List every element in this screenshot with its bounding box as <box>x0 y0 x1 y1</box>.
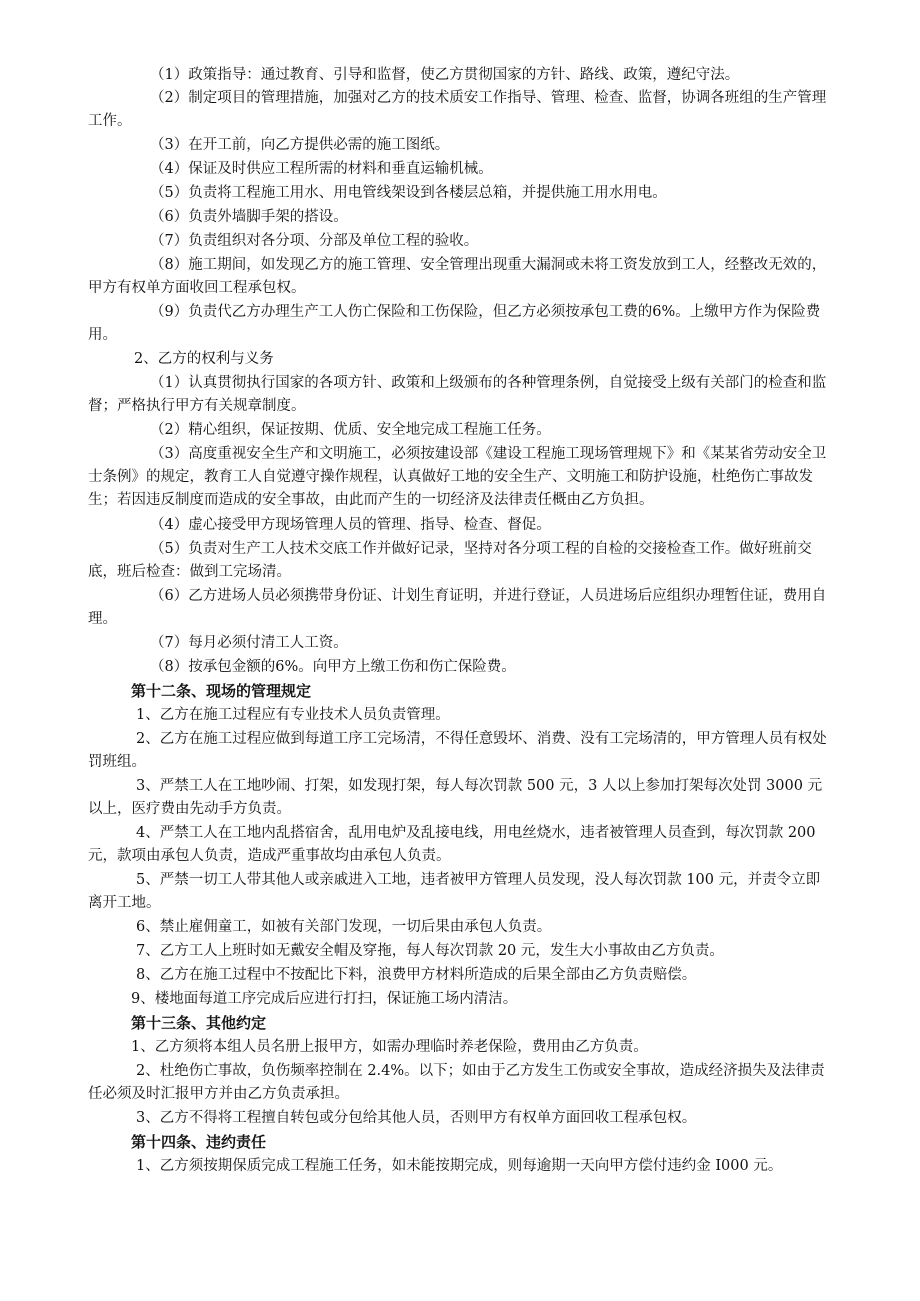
party-a-item-4: （4）保证及时供应工程所需的材料和垂直运输机械。 <box>150 161 493 177</box>
party-a-item-7: （7）负责组织对各分项、分部及单位工程的验收。 <box>150 233 479 249</box>
party-a-item-2: （2）制定项目的管理措施，加强对乙方的技术质安工作指导、管理、检查、监督，协调各班组的生产管理工作。 <box>88 90 827 129</box>
article-12-item-4: 4、严禁工人在工地内乱搭宿舍，乱用电炉及乱接电线，用电丝烧水，违者被管理人员查到，每次罚款 200 元，款项由承包人负责，造成严重事故均由承包人负责。 <box>88 825 816 864</box>
party-a-item-8: （8）施工期间，如发现乙方的施工管理、安全管理出现重大漏洞或未将工资发放到工人，经整改无效的，甲方有权单方面收回工程承包权。 <box>88 257 827 296</box>
party-b-item-1: （1）认真贯彻执行国家的各项方针、政策和上级颁布的各种管理条例，自觉接受上级有关部门的检查和监督；严格执行甲方有关规章制度。 <box>88 375 827 414</box>
article-12-item-9: 9、楼地面每道工序完成后应进行打扫，保证施工场内清洁。 <box>131 991 518 1007</box>
party-a-item-3: （3）在开工前，向乙方提供必需的施工图纸。 <box>150 137 450 153</box>
party-b-item-6: （6）乙方进场人员必须携带身份证、计划生育证明，并进行登证，人员进场后应组织办理暂住证，费用自理。 <box>88 588 827 627</box>
article-14-heading: 第十四条、违约责任 <box>131 1133 267 1151</box>
article-13-heading: 第十三条、其他约定 <box>131 1014 267 1032</box>
party-b-item-3: （3）高度重视安全生产和文明施工，必须按建设部《建设工程施工现场管理规下》和《某某省劳动安全卫士条例》的规定，教育工人自觉遵守操作规程，认真做好工地的安全生产、文明施工和防护设施，杜绝伤亡事故发生；若因违反制度而造成的安全事故，由此而产生的一切经济及法律责任概由乙方负担。 <box>88 446 827 508</box>
party-a-item-1: （1）政策指导：通过教育、引导和监督，使乙方贯彻国家的方针、路线、政策，遵纪守法。 <box>150 67 740 83</box>
article-12-item-3: 3、严禁工人在工地吵闹、打架，如发现打架，每人每次罚款 500 元，3 人以上参加打架每次处罚 3000 元以上，医疗费由先动手方负责。 <box>88 778 823 817</box>
party-a-item-6: （6）负责外墙脚手架的搭设。 <box>150 209 348 225</box>
article-13-item-2: 2、杜绝伤亡事故，负伤频率控制在 2.4%。以下；如由于乙方发生工伤或安全事故，造成经济损失及法律责任必须及时汇报甲方并由乙方负责承担。 <box>88 1063 825 1102</box>
article-12-item-5: 5、严禁一切工人带其他人或亲戚进入工地，违者被甲方管理人员发现，没人每次罚款 100 元，并责令立即离开工地。 <box>88 872 821 911</box>
article-12-item-6: 6、禁止雇佣童工，如被有关部门发现，一切后果由承包人负责。 <box>136 919 552 935</box>
article-12-item-8: 8、乙方在施工过程中不按配比下料，浪费甲方材料所造成的后果全部由乙方负责赔偿。 <box>136 967 697 983</box>
article-12-item-1: 1、乙方在施工过程应有专业技术人员负责管理。 <box>136 707 450 723</box>
article-14-item-1: 1、乙方须按期保质完成工程施工任务，如未能按期完成，则每逾期一天向甲方偿付违约金 I000 元。 <box>136 1158 783 1174</box>
article-12-item-2: 2、乙方在施工过程应做到每道工序工完场清，不得任意毁坏、消费、没有工完场清的，甲方管理人员有权处罚班组。 <box>88 731 827 770</box>
party-b-item-2: （2）精心组织，保证按期、优质、安全地完成工程施工任务。 <box>150 422 551 438</box>
article-12-item-7: 7、乙方工人上班时如无戴安全帽及穿拖，每人每次罚款 20 元，发生大小事故由乙方负责。 <box>136 943 724 959</box>
party-b-item-8: （8）按承包金额的6%。向甲方上缴工伤和伤亡保险费。 <box>150 659 516 675</box>
party-b-item-7: （7）每月必须付清工人工资。 <box>150 635 348 651</box>
party-a-item-9: （9）负责代乙方办理生产工人伤亡保险和工伤保险，但乙方必须按承包工费的6%。上缴甲方作为保险费用。 <box>88 304 821 343</box>
article-12-heading: 第十二条、现场的管理规定 <box>131 682 312 700</box>
party-b-rights-title: 2、乙方的权利与义务 <box>134 351 274 367</box>
party-a-item-5: （5）负责将工程施工用水、用电管线架设到各楼层总箱，并提供施工用水用电。 <box>150 185 667 201</box>
article-13-item-1: 1、乙方须将本组人员名册上报甲方，如需办理临时养老保险，费用由乙方负责。 <box>131 1039 648 1055</box>
party-b-item-4: （4）虚心接受甲方现场管理人员的管理、指导、检查、督促。 <box>150 517 551 533</box>
party-b-item-5: （5）负责对生产工人技术交底工作并做好记录，坚持对各分项工程的自检的交接检查工作。做好班前交底，班后检查：做到工完场清。 <box>88 541 812 580</box>
article-13-item-3: 3、乙方不得将工程擅自转包或分包给其他人员，否则甲方有权单方面回收工程承包权。 <box>136 1110 697 1126</box>
